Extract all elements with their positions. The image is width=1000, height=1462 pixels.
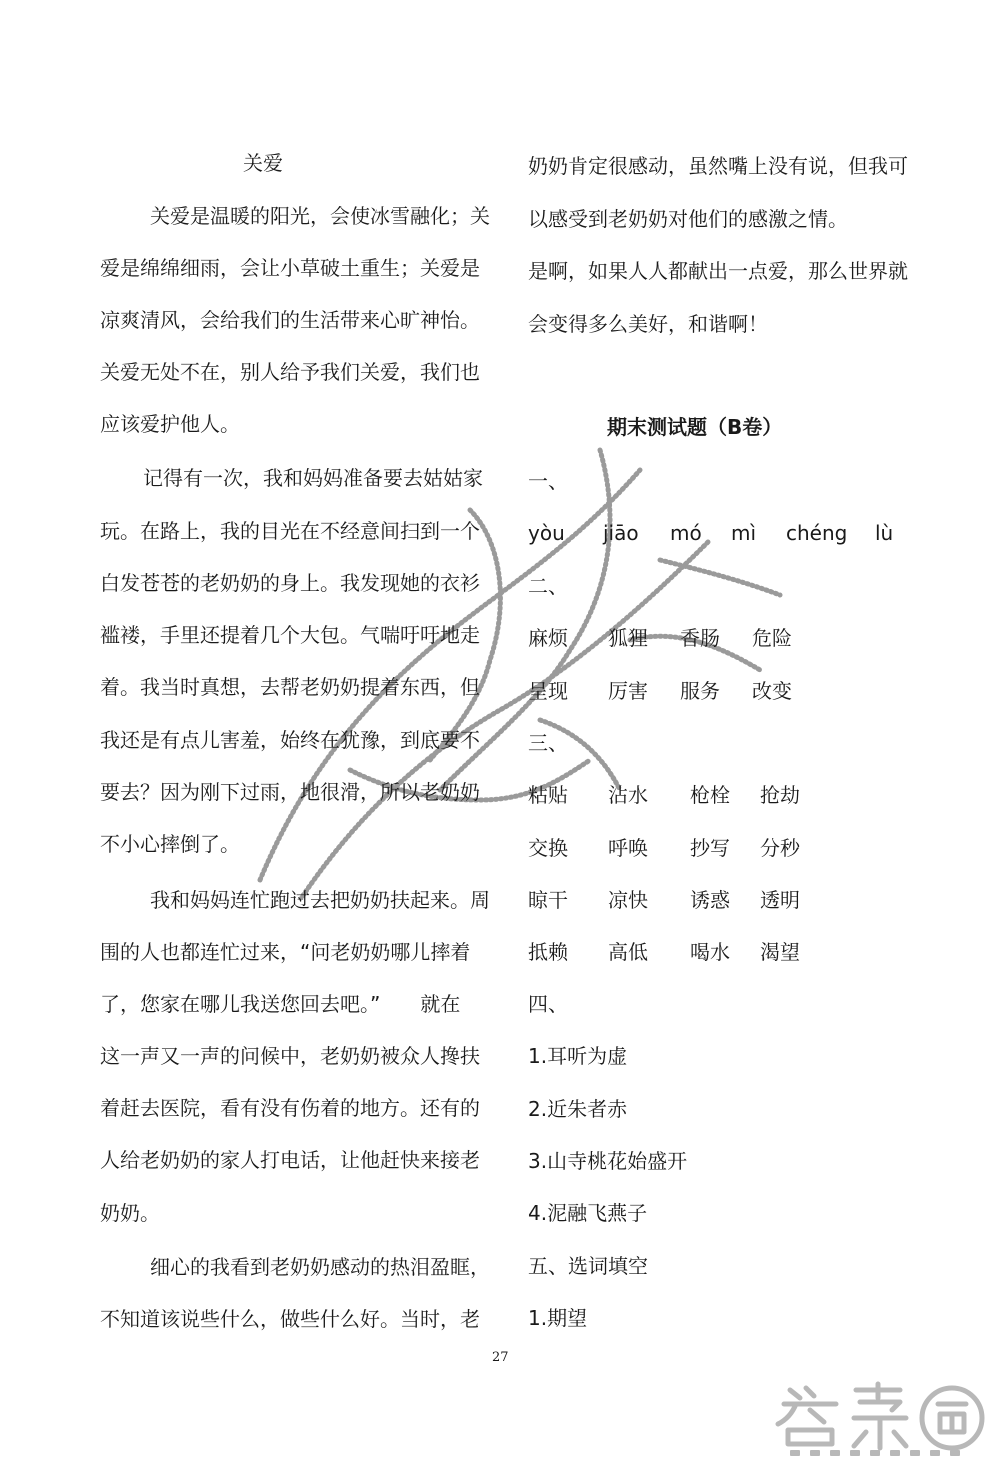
word-answer: 呈现 — [528, 679, 568, 703]
essay-line: 记得有一次，我和妈妈准备要去姑姑家 — [143, 466, 483, 490]
word-answer: 枪栓 — [690, 783, 730, 807]
word-answer: 抢劫 — [760, 783, 800, 807]
section-heading: 三、 — [528, 731, 568, 755]
word-answer: 狐狸 — [608, 626, 648, 650]
word-answer: 改变 — [752, 679, 792, 703]
answer-item: 1.耳听为虚 — [528, 1044, 628, 1068]
essay-line: 是啊，如果人人都献出一点爱，那么世界就 — [528, 259, 908, 283]
word-answer: 厉害 — [608, 679, 648, 703]
essay-line: 奶奶。 — [100, 1201, 160, 1225]
essay-line: 不知道该说些什么，做些什么好。当时，老 — [100, 1307, 480, 1331]
word-answer: 抄写 — [690, 836, 730, 860]
word-answer: 喝水 — [690, 940, 730, 964]
word-answer: 危险 — [752, 626, 792, 650]
word-answer: 抵赖 — [528, 940, 568, 964]
word-answer: 渴望 — [760, 940, 800, 964]
section-heading: 一、 — [528, 469, 568, 493]
word-answer: 服务 — [680, 679, 720, 703]
essay-line: 我还是有点儿害羞，始终在犹豫，到底要不 — [100, 728, 480, 752]
pinyin-answer: jiāo — [603, 521, 639, 545]
essay-line: 白发苍苍的老奶奶的身上。我发现她的衣衫 — [100, 571, 480, 595]
section-heading: 五、选词填空 — [528, 1254, 648, 1278]
essay-line: 着赶去医院，看有没有伤着的地方。还有的 — [100, 1096, 480, 1120]
essay-line: 要去？因为刚下过雨，地很滑，所以老奶奶 — [100, 780, 480, 804]
essay-line: 凉爽清风，会给我们的生活带来心旷神怡。 — [100, 308, 480, 332]
answer-item: 1.期望 — [528, 1306, 588, 1330]
essay-line: 我和妈妈连忙跑过去把奶奶扶起来。周 — [150, 888, 490, 912]
pinyin-answer: lù — [875, 521, 894, 545]
word-answer: 透明 — [760, 888, 800, 912]
pinyin-answer: chéng — [786, 521, 848, 545]
word-answer: 沾水 — [608, 783, 648, 807]
essay-line: 不小心摔倒了。 — [100, 832, 240, 856]
word-answer: 诱惑 — [690, 888, 730, 912]
essay-line: 玩。在路上，我的目光在不经意间扫到一个 — [100, 519, 480, 543]
pinyin-answer: mì — [731, 521, 757, 545]
essay-line: 褴褛，手里还提着几个大包。气喘吁吁地走 — [100, 623, 480, 647]
essay-line: 着。我当时真想，去帮老奶奶提着东西，但 — [100, 675, 480, 699]
pinyin-answer: mó — [670, 521, 702, 545]
essay-line: 围的人也都连忙过来，“问老奶奶哪儿摔着 — [100, 940, 471, 964]
answer-item: 3.山寺桃花始盛开 — [528, 1149, 688, 1173]
essay-line: 这一声又一声的问候中，老奶奶被众人搀扶 — [100, 1044, 480, 1068]
word-answer: 麻烦 — [528, 626, 568, 650]
answer-item: 2.近朱者赤 — [528, 1097, 628, 1121]
essay-title: 关爱 — [243, 151, 283, 175]
page-number: 27 — [492, 1350, 509, 1365]
pinyin-answer: yòu — [528, 521, 565, 545]
section-heading: 四、 — [528, 992, 568, 1016]
word-answer: 呼唤 — [608, 836, 648, 860]
essay-line: 细心的我看到老奶奶感动的热泪盈眶， — [150, 1255, 490, 1279]
word-answer: 高低 — [608, 940, 648, 964]
exam-title: 期末测试题（B卷） — [607, 415, 783, 439]
site-logo-watermark — [770, 1380, 995, 1458]
word-answer: 分秒 — [760, 836, 800, 860]
essay-line: 以感受到老奶奶对他们的感激之情。 — [528, 207, 848, 231]
essay-line: 爱是绵绵细雨，会让小草破土重生；关爱是 — [100, 256, 480, 280]
word-answer: 晾干 — [528, 888, 568, 912]
section-heading: 二、 — [528, 574, 568, 598]
word-answer: 交换 — [528, 836, 568, 860]
essay-line: 了，您家在哪儿我送您回去吧。” 就在 — [100, 992, 461, 1016]
word-answer: 香肠 — [680, 626, 720, 650]
answer-item: 4.泥融飞燕子 — [528, 1201, 648, 1225]
essay-line: 人给老奶奶的家人打电话，让他赶快来接老 — [100, 1148, 480, 1172]
essay-line: 应该爱护他人。 — [100, 412, 240, 436]
word-answer: 粘贴 — [528, 783, 568, 807]
essay-line: 奶奶肯定很感动，虽然嘴上没有说，但我可 — [528, 154, 908, 178]
essay-line: 关爱是温暖的阳光，会使冰雪融化；关 — [150, 204, 490, 228]
word-answer: 凉快 — [608, 888, 648, 912]
essay-line: 会变得多么美好，和谐啊！ — [528, 312, 768, 336]
essay-line: 关爱无处不在，别人给予我们关爱，我们也 — [100, 360, 480, 384]
